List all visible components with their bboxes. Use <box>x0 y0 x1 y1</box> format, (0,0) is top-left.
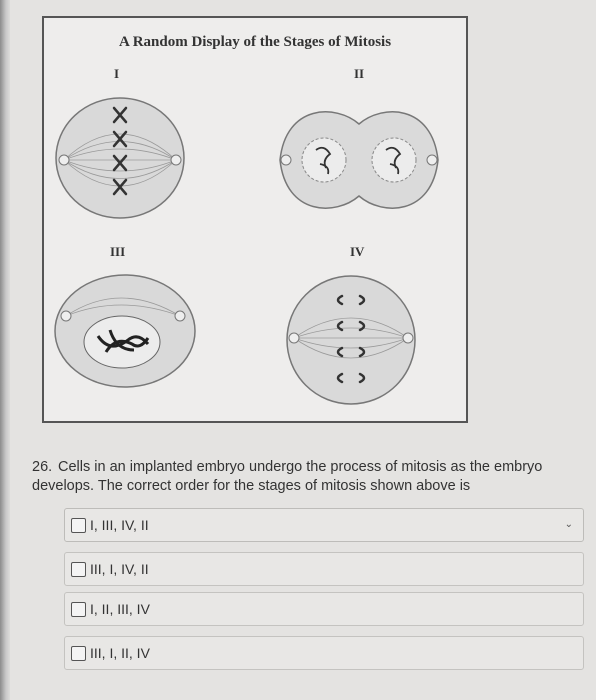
metaphase-cell-image <box>50 88 190 223</box>
stage-label-1: I <box>114 66 120 81</box>
prophase-cell-image <box>50 270 200 392</box>
question-text: Cells in an implanted embryo undergo the process of mitosis as the embryo develops. The correct order for the stages of mitosis shown above is <box>32 459 543 494</box>
answer-option-1[interactable] <box>64 508 584 542</box>
option-label: III, I, IV, II <box>90 561 149 577</box>
option-label: I, III, IV, II <box>90 517 149 533</box>
checkbox[interactable] <box>71 562 86 577</box>
question-number: 26. <box>32 459 53 475</box>
checkbox[interactable] <box>71 646 86 661</box>
answer-option-4[interactable] <box>64 636 584 670</box>
figure-title: A Random Display of the Stages of Mitosis <box>118 34 392 50</box>
option-label: I, II, III, IV <box>90 601 150 617</box>
answer-option-2[interactable] <box>64 552 584 586</box>
photo-edge <box>0 0 10 700</box>
telophase-cell-image <box>266 104 452 216</box>
mitosis-figure <box>42 16 468 423</box>
anaphase-cell-image <box>284 268 418 408</box>
answer-option-3[interactable] <box>64 592 584 626</box>
question <box>32 458 580 496</box>
checkbox[interactable] <box>71 518 86 533</box>
checkbox[interactable] <box>71 602 86 617</box>
stage-label-2: II <box>354 66 365 81</box>
stage-label-4: IV <box>350 244 365 259</box>
chevron-down-icon: ⌄ <box>564 519 573 530</box>
stage-label-3: III <box>110 244 126 259</box>
option-label: III, I, II, IV <box>90 645 150 661</box>
